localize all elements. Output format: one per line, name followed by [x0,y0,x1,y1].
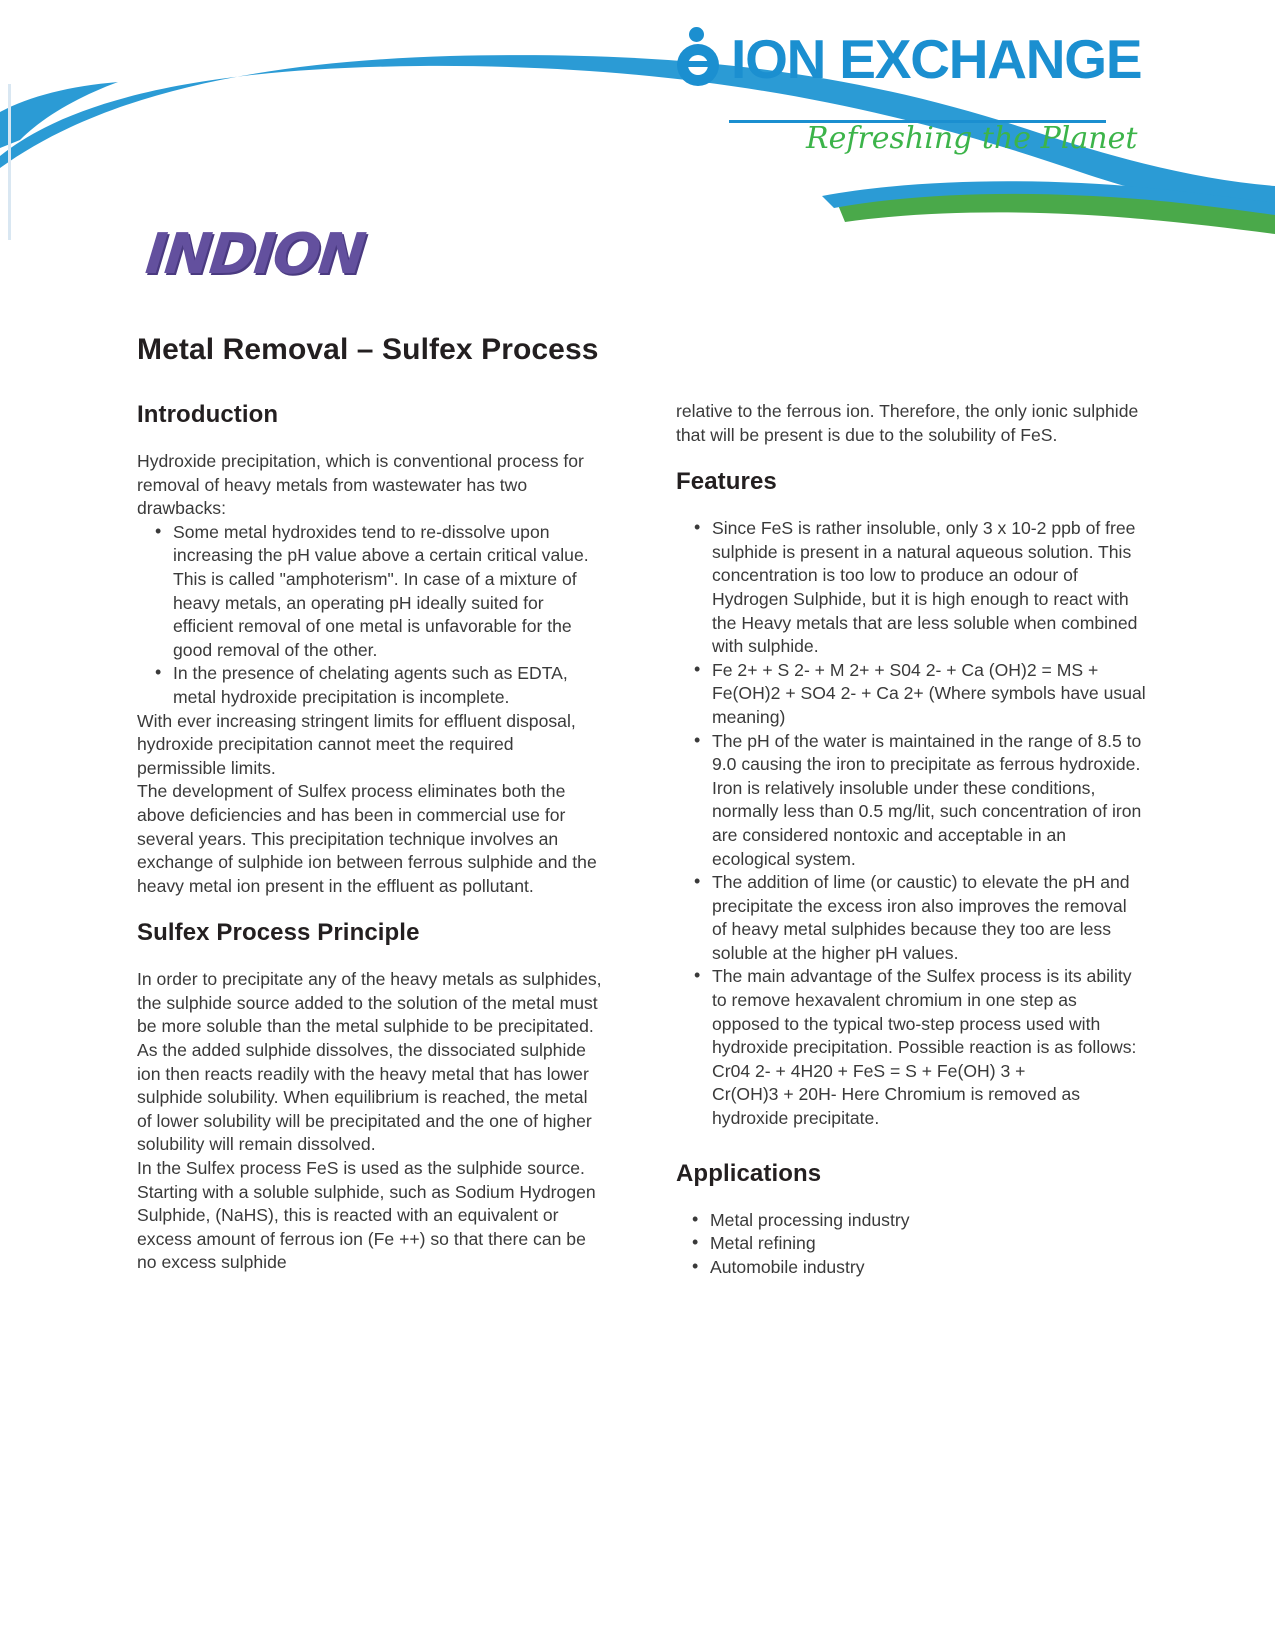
intro-paragraph-2: With ever increasing stringent limits for effluent disposal, hydroxide precipitation cannot meet the required permissible limits. [137,710,576,778]
list-item: • Some metal hydroxides tend to re-dissolve upon increasing the pH value above a certain critical value. This is called "amphoterism". In case of a mixture of heavy metals, an operating pH ideally suited for efficient removal of one metal is unfavorable for the good removal of the other. [137,521,607,663]
principle-paragraph-2: In the Sulfex process FeS is used as the sulphide source. Starting with a soluble sulphide, such as Sodium Hydrogen Sulphide, (NaHS), this is reacted with an equivalent or excess amount of ferrous ion (Fe ++) so that there can be no excess sulphide [137,1158,596,1273]
left-column [137,400,607,1275]
indion-product-logo: INDION [142,222,367,287]
list-item-text: • The main advantage of the Sulfex process is its ability to remove hexavalent chromium in one step as opposed to the typical two-step process used with hydroxide precipitation. Possible reaction is as follows: [712,966,1137,1058]
list-item: • In the presence of chelating agents such as EDTA, metal hydroxide precipitation is incomplete. [137,662,607,709]
reaction-line-2: Cr(OH)3 + 20H- Here Chromium is removed as [712,1084,1081,1105]
applications-list [676,1209,1146,1280]
list-item: • Since FeS is rather insoluble, only 3 x 10-2 ppb of free sulphide is present in a natural aqueous solution. This concentration is too low to produce an odour of Hydrogen Sulphide, but it is high enough to react with the Heavy metals that are less soluble when combined with sulphide. [676,517,1146,659]
brand-tagline: Refreshing the Planet [806,121,1138,156]
list-item: • Metal refining [676,1232,1146,1256]
reaction-line-3: hydroxide precipitate. [712,1108,880,1129]
brand-wordmark: ION EXCHANGE [731,28,1142,90]
heading-applications: Applications [676,1159,822,1187]
reaction-line-1: Cr04 2- + 4H20 + FeS = S + Fe(OH) 3 + [712,1060,1026,1081]
heading-sulfex-process-principle: Sulfex Process Principle [137,919,420,947]
ion-exchange-logo [676,27,1142,156]
list-item: • Automobile industry [676,1256,1146,1280]
principle-paragraph-1: In order to precipitate any of the heavy metals as sulphides, the sulphide source added to the solution of the metal must be more soluble than the metal sulphide to be precipitated. As the added sulphide dissolves, the dissociated sulphide ion then reacts readily with the heavy metal that has lower sulphide solubility. When equilibrium is reached, the metal of lower solubility will be precipitated and the one of higher solubility will remain dissolved. [137,969,602,1155]
intro-paragraph: Hydroxide precipitation, which is conventional process for removal of heavy metals from wastewater has two drawbacks: [137,451,584,519]
right-column [676,400,1146,1279]
list-item: • The pH of the water is maintained in the range of 8.5 to 9.0 causing the iron to precipitate as ferrous hydroxide. Iron is relatively insoluble under these conditions, normally less than 0.5 mg/lit, such concentration of iron are considered nontoxic and acceptable in an ecological system. [676,730,1146,872]
heading-features: Features [676,468,777,496]
page-title: Metal Removal – Sulfex Process [137,333,599,366]
features-bullet-list [676,517,1146,1130]
list-item: • The addition of lime (or caustic) to elevate the pH and precipitate the excess iron also improves the removal of heavy metal sulphides because they too are less soluble at the higher pH values. [676,871,1146,965]
continuation-paragraph: relative to the ferrous ion. Therefore, the only ionic sulphide that will be present is due to the solubility of FeS. [676,401,1139,445]
list-item-with-reaction [676,965,1146,1130]
intro-paragraph-3: The development of Sulfex process eliminates both the above deficiencies and has been in commercial use for several years. This precipitation technique involves an exchange of sulphide ion between ferrous sulphide and the heavy metal ion present in the effluent as pollutant. [137,781,597,896]
list-item: • Fe 2+ + S 2- + M 2+ + S04 2- + Ca (OH)2 = MS + Fe(OH)2 + SO4 2- + Ca 2+ (Where symbols have usual meaning) [676,659,1146,730]
introduction-bullet-list [137,521,607,710]
list-item: • Metal processing industry [676,1209,1146,1233]
ion-exchange-droplet-icon [676,27,722,89]
heading-introduction: Introduction [137,401,279,428]
